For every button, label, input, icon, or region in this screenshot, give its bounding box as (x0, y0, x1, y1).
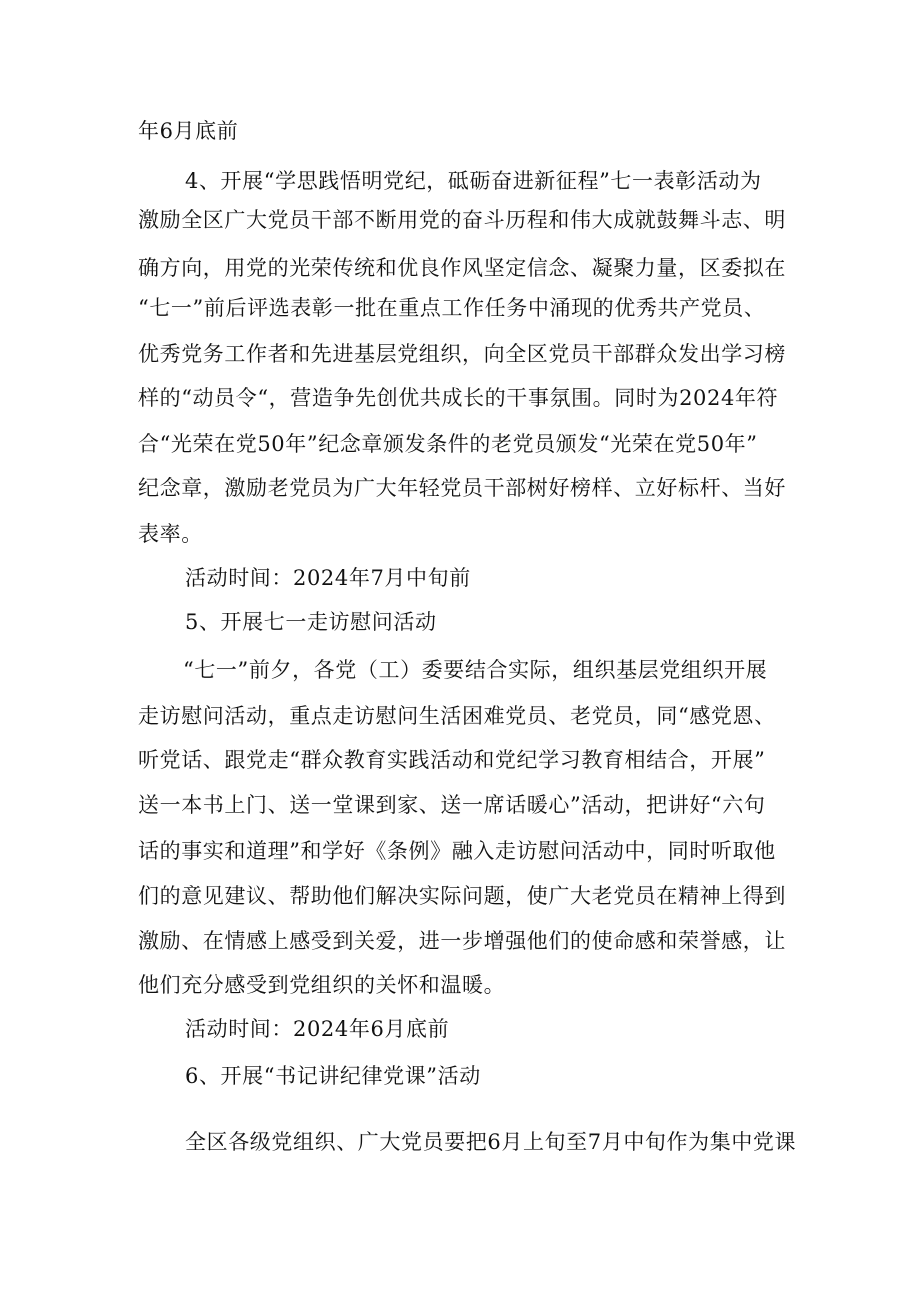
item4-body-line: 优秀党务工作者和先进基层党组织，向全区党员干部群众发出学习榜 (138, 342, 786, 366)
item5-body-line: 们的意见建议、帮助他们解决实际问题，使广大老党员在精神上得到 (138, 884, 786, 908)
item4-heading-line: 4、开展“学思践悟明党纪，砥砺奋进新征程”七一表彰活动为 (185, 169, 762, 193)
item4-body-line: “七一”前后评选表彰一批在重点工作任务中涌现的优秀共产党员、 (138, 296, 766, 320)
item4-body-line: 表率。 (138, 522, 203, 546)
item6-heading: 6、开展“书记讲纪律党课”活动 (185, 1064, 481, 1088)
item5-body-line: 话的事实和道理”和学好《条例》融入走访慰问活动中，同时听取他 (138, 839, 776, 863)
item4-body-line: 样的“动员令“，营造争先创优共成长的干事氛围。同时为2024年符 (138, 386, 779, 410)
item5-time: 活动时间：2024年6月底前 (185, 1017, 450, 1041)
top-fragment: 年6月底前 (138, 119, 239, 143)
item4-time: 活动时间：2024年7月中旬前 (185, 566, 471, 590)
item5-body-line: 走访慰问活动，重点走访慰问生活困难党员、老党员，同“感党恩、 (138, 704, 776, 728)
item5-body-line: 送一本书上门、送一堂课到家、送一席话暖心”活动，把讲好“六句 (138, 793, 766, 817)
item4-body-line: 合“光荣在党50年”纪念章颁发条件的老党员颁发“光荣在党50年” (138, 432, 758, 456)
item6-body-line: 全区各级党组织、广大党员要把6月上旬至7月中旬作为集中党课 (185, 1130, 797, 1154)
item4-body-line: 激励全区广大党员干部不断用党的奋斗历程和伟大成就鼓舞斗志、明 (138, 208, 786, 232)
item4-body-line: 纪念章，激励老党员为广大年轻党员干部树好榜样、立好标杆、当好 (138, 476, 786, 500)
item5-body-line: 听党话、跟党走“群众教育实践活动和党纪学习教育相结合，开展” (138, 748, 766, 772)
item5-heading: 5、开展七一走访慰问活动 (185, 610, 437, 634)
item4-body-line: 确方向，用党的光荣传统和优良作风坚定信念、凝聚力量，区委拟在 (138, 256, 786, 280)
item5-body-line: 他们充分感受到党组织的关怀和温暖。 (138, 973, 506, 997)
item5-body-line: “七一”前夕，各党（工）委要结合实际，组织基层党组织开展 (183, 658, 768, 682)
item5-body-line: 激励、在情感上感受到关爱，进一步增强他们的使命感和荣誉感，让 (138, 929, 786, 953)
